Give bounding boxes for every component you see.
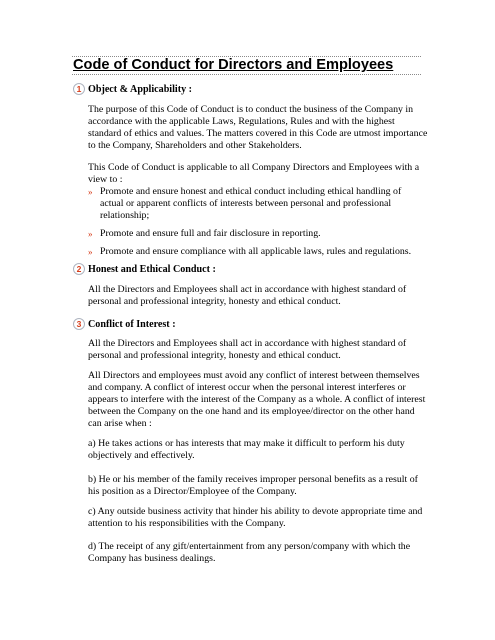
number-badge-icon: 1: [73, 83, 85, 95]
section-3-heading: [73, 316, 176, 332]
conflict-intro-paragraph: All the Directors and Employees shall act in accordance with highest standard of personal and professional integrity, honesty and ethical conduct.: [88, 338, 407, 361]
conflict-clause-a: a) He takes actions or has interests that may make it difficult to perform his duty objectively and effectively.: [88, 438, 405, 461]
bullet-arrow-icon: »: [88, 187, 93, 197]
page-title: Code of Conduct for Directors and Employees: [73, 57, 394, 73]
conflict-clause-c: c) Any outside business activity that hinder his ability to devote appropriate time and attention to his responsibilities with the Company.: [88, 506, 423, 529]
conflict-clause-b: b) He or his member of the family receives improper personal benefits as a result of his position as a Director/Employee of the Company.: [88, 474, 418, 497]
list-item: » Promote and ensure full and fair disclosure in reporting.: [88, 228, 321, 239]
section-heading-label: Honest and Ethical Conduct :: [88, 263, 216, 275]
section-2-heading: [73, 261, 216, 277]
number-badge-icon: 3: [73, 318, 85, 330]
objectives-list: [88, 186, 428, 258]
section-1-heading: [73, 81, 192, 97]
bullet-arrow-icon: »: [88, 247, 93, 257]
number-badge-icon: 2: [73, 263, 85, 275]
section-heading-label: Conflict of Interest :: [88, 318, 176, 330]
conflict-definition-paragraph: All Directors and employees must avoid any conflict of interest between themselves and company. A conflict of interest occur when the personal interest interferes or appears to interfere with the interest of the Company as a whole. A conflict of interest between the Company on the one hand and its employee/director on the other hand can arise when :: [88, 370, 426, 429]
list-item: » Promote and ensure compliance with all applicable laws, rules and regulations.: [88, 246, 412, 257]
list-item: » Promote and ensure honest and ethical conduct including ethical handling of actual or apparent conflicts of interests between personal and professional relationship;: [88, 186, 402, 221]
honest-conduct-paragraph: All the Directors and Employees shall act in accordance with highest standard of personal and professional integrity, honesty and ethical conduct.: [88, 284, 407, 307]
conflict-clause-d: d) The receipt of any gift/entertainment from any person/company with which the Company has business dealings.: [88, 541, 411, 564]
bullet-arrow-icon: »: [88, 229, 93, 239]
section-heading-label: Object & Applicability :: [88, 83, 193, 95]
title-divider: [72, 74, 421, 75]
applicability-paragraph: This Code of Conduct is applicable to all Company Directors and Employees with a view to :: [88, 162, 420, 185]
purpose-paragraph: The purpose of this Code of Conduct is to conduct the business of the Company in accordance with the applicable Laws, Regulations, Rules and with the highest standard of ethics and values. The matters covered in this Code are utmost importance to the Company, Shareholders and other Stakeholders.: [88, 104, 428, 151]
